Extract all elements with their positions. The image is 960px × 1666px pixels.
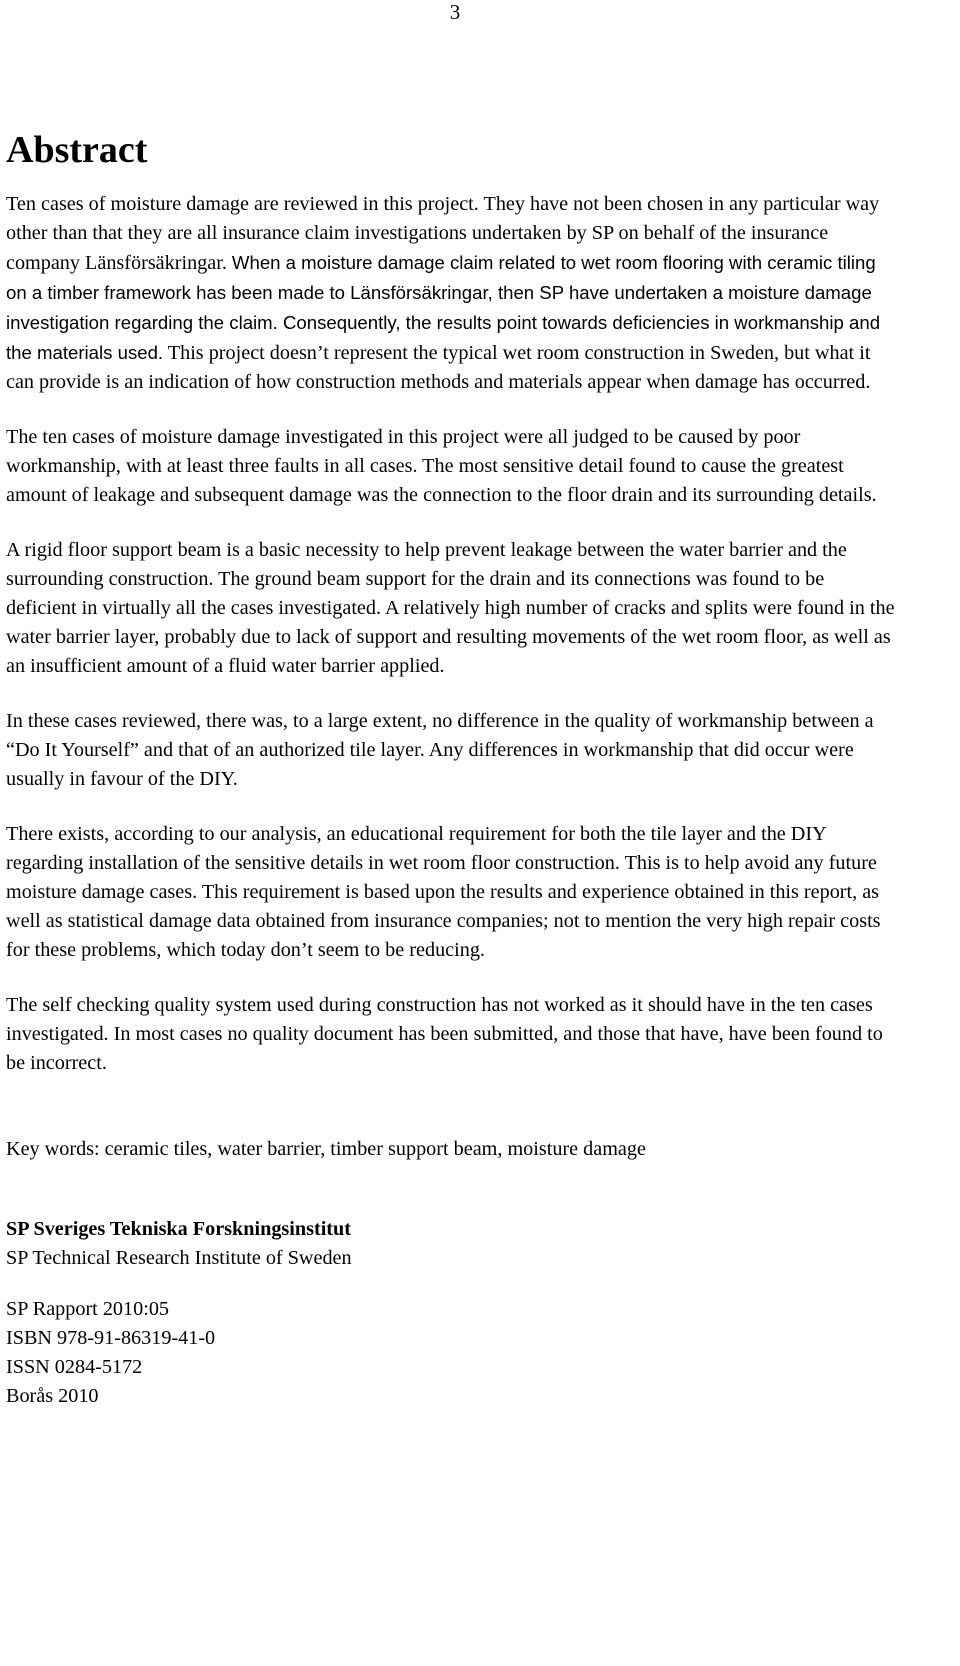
- abstract-title: Abstract: [6, 129, 148, 171]
- abstract-paragraph-2: The ten cases of moisture damage investigated in this project were all judged to be caused by poor workmanship, with at least three faults in all cases. The most sensitive detail found to cause the greatest amount of leakage and subsequent damage was the connection to the floor drain and its surrounding details.: [6, 426, 877, 506]
- institute-name-english: SP Technical Research Institute of Sweden: [6, 1247, 352, 1269]
- abstract-content: [6, 128, 896, 1411]
- report-isbn: ISBN 978-91-86319-41-0: [6, 1327, 216, 1349]
- report-place-year: Borås 2010: [6, 1385, 99, 1407]
- institute-name-swedish: SP Sveriges Tekniska Forskningsinstitut: [6, 1218, 351, 1240]
- abstract-paragraph-1: [6, 190, 896, 397]
- keywords: Key words: ceramic tiles, water barrier, timber support beam, moisture damage: [6, 1138, 646, 1160]
- abstract-paragraph-6: The self checking quality system used during construction has not worked as it should have in the ten cases investigated. In most cases no quality document has been submitted, and those that have, have been found to be incorrect.: [6, 994, 883, 1074]
- report-number: SP Rapport 2010:05: [6, 1298, 170, 1320]
- abstract-paragraph-5: There exists, according to our analysis, an educational requirement for both the tile layer and the DIY regarding installation of the sensitive details in wet room floor construction. This is to help avoid any future moisture damage cases. This requirement is based upon the results and experience obtained in this report, as well as statistical damage data obtained from insurance companies; not to mention the very high repair costs for these problems, which today don’t seem to be reducing.: [6, 823, 881, 961]
- paragraph-1-serif-part-2: This project doesn’t represent the typical wet room construction in Sweden, but what it can provide is an indication of how construction methods and materials appear when damage has occurred.: [6, 342, 871, 393]
- abstract-paragraph-3: A rigid floor support beam is a basic necessity to help prevent leakage between the water barrier and the surrounding construction. The ground beam support for the drain and its connections was found to be deficient in virtually all the cases investigated. A relatively high number of cracks and splits were found in the water barrier layer, probably due to lack of support and resulting movements of the wet room floor, as well as an insufficient amount of a fluid water barrier applied.: [6, 539, 895, 677]
- abstract-paragraph-4: In these cases reviewed, there was, to a large extent, no difference in the quality of workmanship between a “Do It Yourself” and that of an authorized tile layer. Any differences in workmanship that did occur were usually in favour of the DIY.: [6, 710, 874, 790]
- paragraph-1-sans-part: When a moisture damage claim related to wet room flooring with ceramic tiling on a timber framework has been made to Länsförsäkringar, then SP have undertaken a moisture damage investigation regarding the claim. Consequently, the results point towards deficiencies in workmanship and the materials used.: [6, 252, 881, 363]
- report-info-block: [6, 1295, 896, 1411]
- institute-block: [6, 1215, 896, 1273]
- report-issn: ISSN 0284-5172: [6, 1356, 143, 1378]
- paragraph-1-serif-part-1: Ten cases of moisture damage are reviewed in this project. They have not been chosen in any particular way other than that they are all insurance claim investigations undertaken by SP on behalf of the insurance company Länsförsäkringar.: [6, 193, 880, 274]
- page-number: 3: [449, 0, 461, 24]
